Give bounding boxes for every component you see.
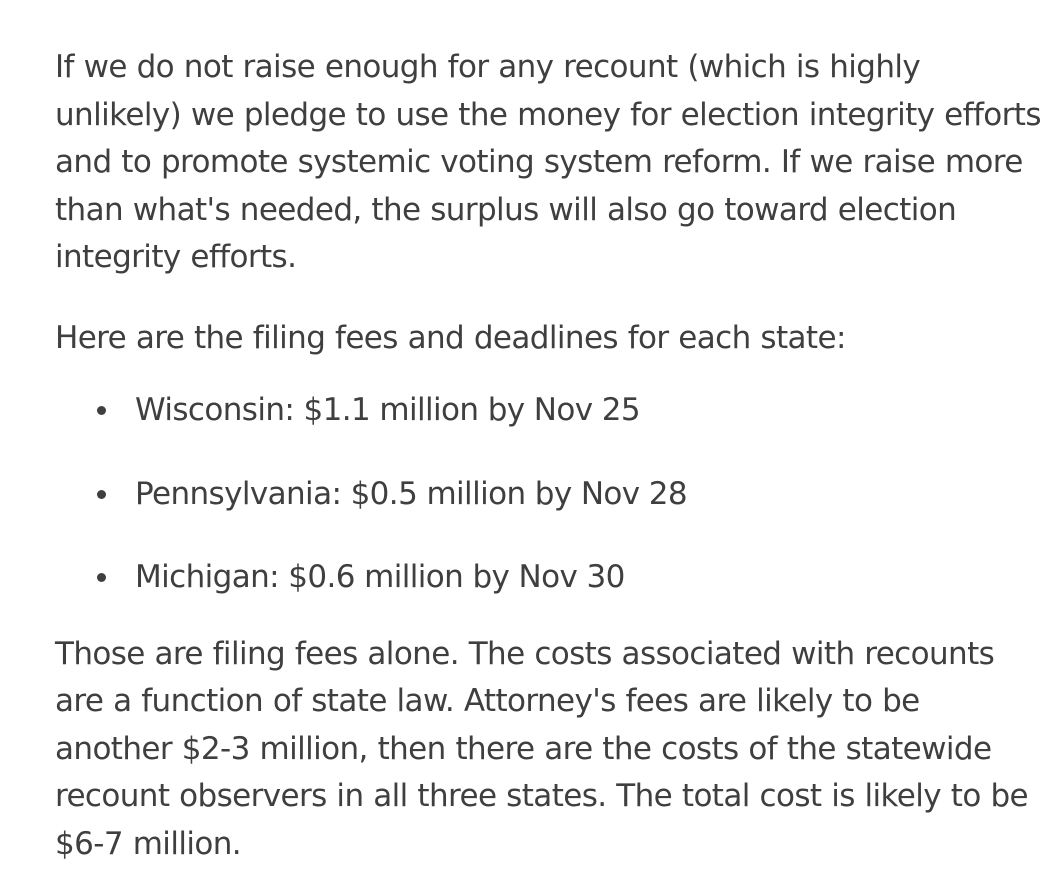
- list-item-text: Wisconsin: $1.1 million by Nov 25: [135, 392, 640, 428]
- intro-paragraph: If we do not raise enough for any recount (which is highly unlikely) we pledge to use the money for election integrity efforts and to promote systemic voting system reform. If we raise more than what's needed, the surplus will also go toward election integrity efforts.: [55, 49, 1041, 275]
- list-item-text: Pennsylvania: $0.5 million by Nov 28: [135, 475, 688, 512]
- list-item: [55, 471, 1045, 519]
- list-item-text: Michigan: $0.6 million by Nov 30: [135, 559, 625, 595]
- bullet-icon: [97, 406, 106, 415]
- conclusion-paragraph: Those are filing fees alone. The costs associated with recounts are a function of state law. Attorney's fees are likely to be another $2-3 million, then there are the costs of the statewide recount observers in all three states. The total cost is likely to be $6-7 million.: [55, 635, 1028, 862]
- fees-heading-paragraph: Here are the filing fees and deadlines for each state:: [55, 319, 846, 356]
- bullet-icon: [97, 490, 106, 499]
- list-item: [55, 554, 1045, 602]
- bullet-icon: [97, 573, 106, 582]
- list-item: [55, 387, 1045, 435]
- article-body: [55, 44, 1045, 868]
- fees-list: [55, 387, 1045, 602]
